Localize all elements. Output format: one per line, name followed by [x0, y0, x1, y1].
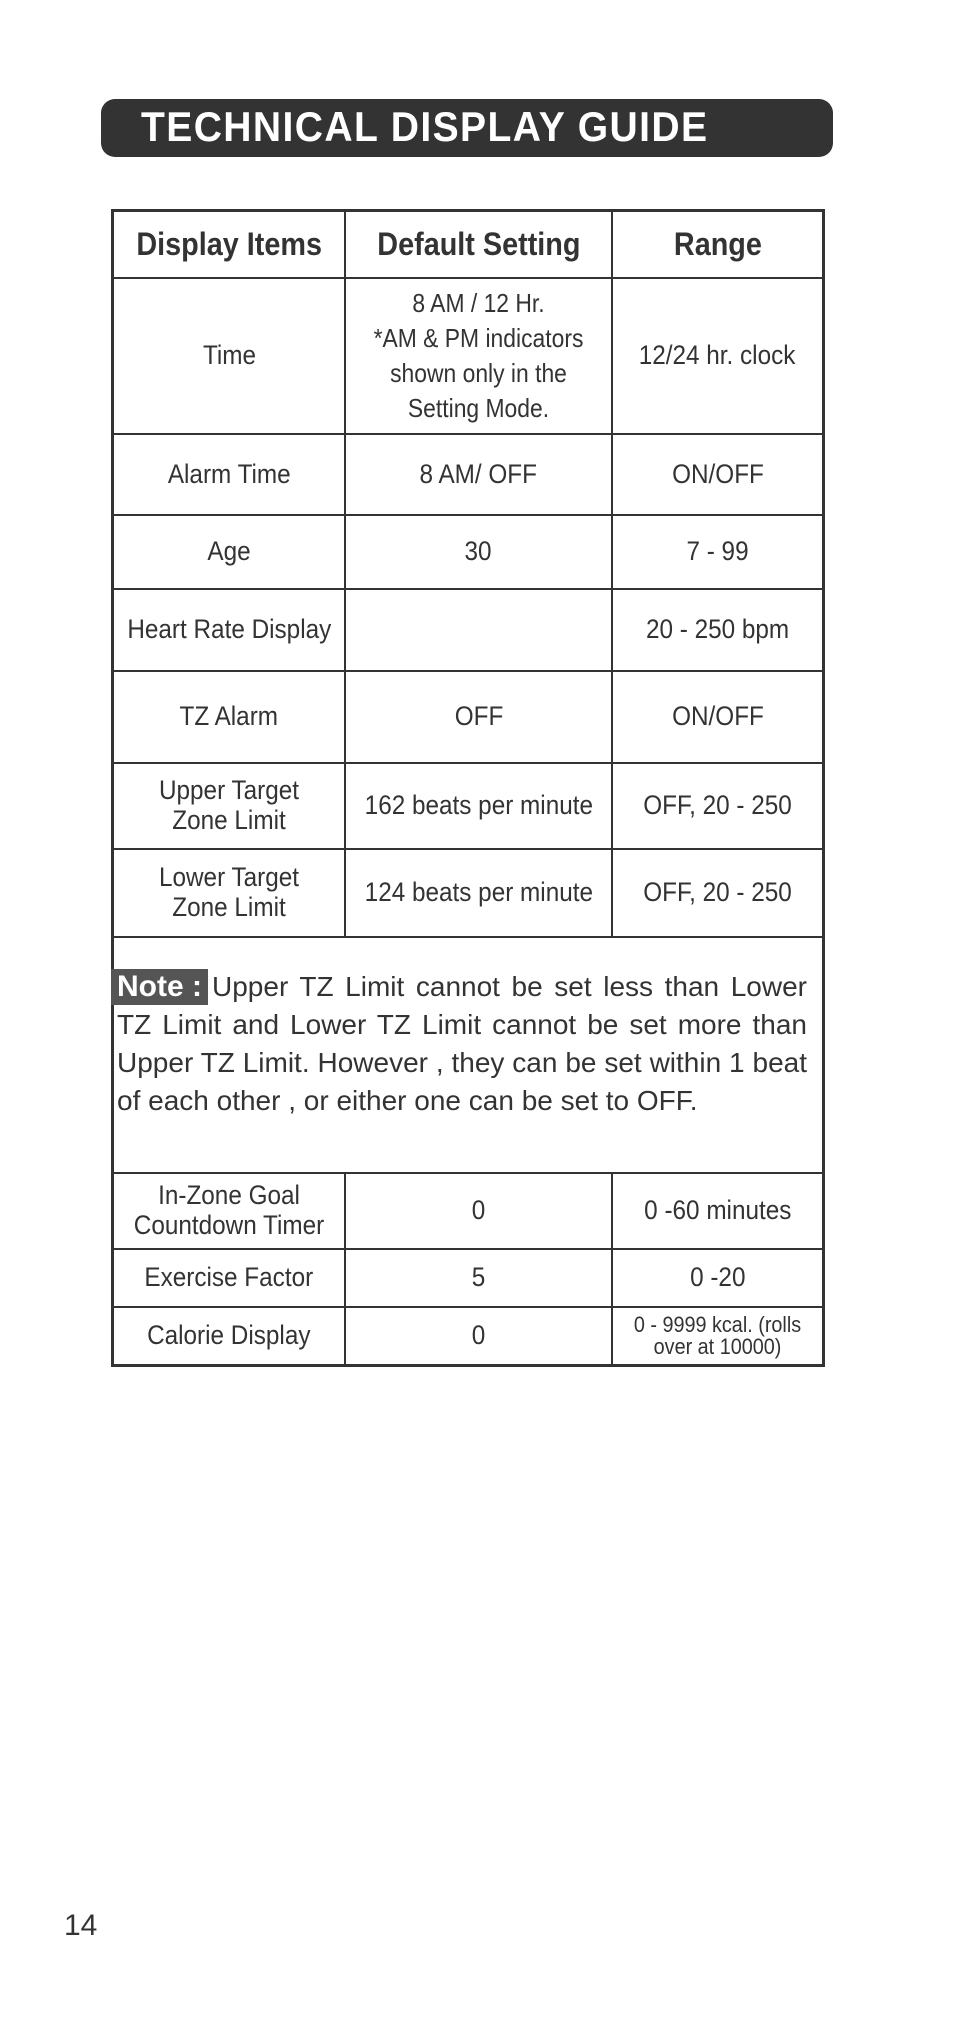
table-row [114, 590, 822, 672]
note-paragraph [117, 968, 807, 1120]
table-row [114, 279, 822, 435]
title-bar [101, 99, 833, 157]
default-cell: 8 AM / 12 Hr. *AM & PM indicators shown only in the Setting Mode. [346, 279, 613, 433]
range-cell: 0 -60 minutes [643, 1195, 792, 1226]
default-cell: 0 [346, 1174, 613, 1248]
table-row [114, 1308, 822, 1364]
default-cell: 162 beats per minute [346, 764, 613, 848]
note-text: Upper TZ Limit cannot be set less than Lower TZ Limit and Lower TZ Limit cannot be set more than Upper TZ Limit. However , they can be set within 1 beat of each other , or either one can be set to OFF. [117, 971, 807, 1116]
item-cell: TZ Alarm [114, 672, 346, 762]
note-row [114, 938, 822, 1174]
default-cell: 0 [346, 1308, 613, 1364]
table-row [114, 1250, 822, 1308]
range-cell: 7 - 99 [686, 536, 749, 567]
display-guide-table [111, 209, 825, 1367]
table-row [114, 850, 822, 938]
range-cell: 20 - 250 bpm [645, 614, 790, 645]
item-cell: Heart Rate Display [114, 590, 346, 670]
table-row [114, 435, 822, 516]
item-cell: In-Zone Goal Countdown Timer [114, 1174, 346, 1248]
default-cell: OFF [346, 672, 613, 762]
item-cell: Age [114, 516, 346, 588]
page-title: TECHNICAL DISPLAY GUIDE [141, 103, 709, 150]
item-cell: Alarm Time [114, 435, 346, 514]
header-display-items: Display Items [114, 212, 346, 277]
item-cell: Calorie Display [114, 1308, 346, 1364]
header-default-setting: Default Setting [346, 212, 613, 277]
item-cell: Time [114, 279, 346, 433]
page-number: 14 [64, 1909, 98, 1942]
range-cell: ON/OFF [671, 458, 764, 489]
header-range: Range [673, 225, 762, 262]
table-row [114, 516, 822, 590]
range-cell: 12/24 hr. clock [639, 340, 796, 371]
default-cell: 124 beats per minute [346, 850, 613, 936]
range-cell: ON/OFF [671, 701, 764, 732]
table-row [114, 764, 822, 850]
default-cell: 8 AM/ OFF [346, 435, 613, 514]
range-cell: OFF, 20 - 250 [643, 790, 792, 821]
range-cell: OFF, 20 - 250 [643, 877, 792, 908]
range-cell: 0 - 9999 kcal. (rolls over at 10000) [633, 1312, 802, 1359]
note-label: Note : [111, 969, 208, 1005]
item-cell: Lower Target Zone Limit [114, 850, 346, 936]
default-cell: 5 [346, 1250, 613, 1306]
table-row [114, 1174, 822, 1250]
item-cell: Upper Target Zone Limit [114, 764, 346, 848]
default-cell [346, 590, 613, 670]
table-header-row [114, 212, 822, 279]
range-cell: 0 -20 [689, 1262, 746, 1293]
table-row [114, 672, 822, 764]
item-cell: Exercise Factor [114, 1250, 346, 1306]
default-cell: 30 [346, 516, 613, 588]
